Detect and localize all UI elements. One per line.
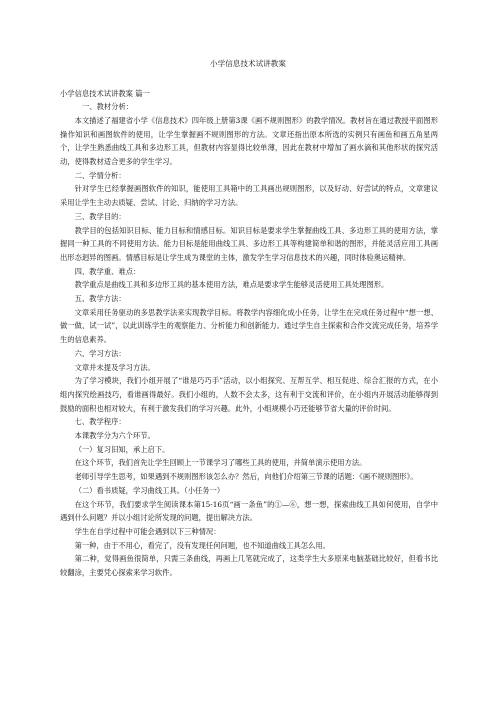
- document-body: [60, 87, 438, 580]
- paragraph-heading: 七、教学程序：: [74, 417, 126, 427]
- paragraph: 在这个环节，我们首先让学生回顾上一节课学习了哪些工具的使用，并简单演示使用方法。: [74, 458, 367, 468]
- paragraph-heading: 六、学习方法：: [74, 348, 126, 358]
- paragraph: 针对学生已经掌握画图软件的知识，能使用工具箱中的工具画出规则图形，以及好动、好尝试的特点，文章建议采用让学生主动去质疑、尝试、讨论、归纳的学习方法。: [60, 184, 438, 208]
- paragraph: （二）看书质疑，学习曲线工具。（小任务一）: [74, 485, 225, 495]
- paragraph-heading: 二、学情分析：: [74, 170, 126, 180]
- paragraph: 第一种，由于不用心，看完了，没有发现任何问题，也不知道曲线工具怎么用。: [74, 540, 330, 550]
- paragraph: 第二种，觉得画鱼很简单，只需三条曲线，再画上几笔就完成了，这类学生大多原来电脑基础比较好，但看书比较翻涂，主要凭心探索来学习软件。: [60, 554, 438, 578]
- paragraph: （一）复习旧知，承上启下。: [74, 444, 170, 454]
- paragraph-heading: 三、教学目的：: [74, 211, 126, 221]
- paragraph: 学生在自学过程中可能会遇到以下三种情况：: [74, 527, 221, 536]
- paragraph: 教学目的包括知识目标、能力目标和情感目标。知识目标是要求学生掌握曲线工具、多边形工具的使用方法，掌握同一种工具的不同使用方法。能力目标是能用曲线工具、多边形工具等构建简单和谐的图形，并能灵活应用工具画出形态迥异的图画。情感目标是让学生成为课堂的主体，激发学生学习信息技术的兴趣，同时体验奥运精神。: [60, 225, 438, 262]
- paragraph: 为了学习模块，我们小组开展了“谁是巧巧手”活动，以小组探究、互帮互学、相互促进、综合汇报的方式，在小组内探究绘画技巧，看谁画得最好。我们小组的，人数不会太多，这有利于交流和评价，在小组内开展活动能够得到鼓励的面积也相对较大，有利于激发我们的学习兴趣。此外，小组规模小巧还能够节省大量的评价时间。: [60, 376, 438, 413]
- paragraph: 在这个环节，我们要求学生阅读课本第15-16页“画一条鱼”的①—⑥，想一想，探索曲线工具如何使用，自学中遇到什么问题？并以小组讨论所发现的问题，提出解决方法。: [60, 499, 438, 523]
- paragraph: 本课教学分为六个环节。: [74, 431, 155, 441]
- paragraph: 教学重点是曲线工具和多边形工具的基本使用方法，难点是要求学生能够灵活使用工具处理图形。: [74, 280, 389, 290]
- document-title: 小学信息技术试讲教案: [210, 59, 286, 68]
- paragraph-heading: 一、教材分析：: [82, 102, 134, 112]
- paragraph-heading: 四、教学重、难点：: [74, 266, 141, 276]
- paragraph: 老师引导学生思考，如果遇到不规则图形该怎么办？然后，向他们介绍第三节课的话题：《画不规则图形》。: [74, 472, 418, 482]
- paragraph: 文章采用任务驱动的多思教学法来实现教学目标。将教学内容细化成小任务，让学生在完成任务过程中“想一想、做一做、试一试”，以此训练学生的观察能力、分析能力和创新能力。通过学生自主探索和合作交流完成任务，培养学生的信息素养。: [60, 307, 438, 345]
- paragraph-heading: 五、教学方法：: [74, 294, 126, 304]
- paragraph: 本文描述了福建省小学《信息技术》四年级上册第3课《画不规则图形》的教学情况。教材旨在通过教授平面图形操作知识和画图软件的使用，让学生掌握画不规则图形的方法。文章还指出原本所选的实例只有画鱼和画五角星两个，让学生熟悉曲线工具和多边形工具，但教材内容显得比较单薄，因此在教材中增加了画水滴和其他形状的探究活动，使得教材适合更多的学生学习。: [60, 115, 438, 167]
- paragraph: 文章并未提及学习方法。: [74, 362, 155, 372]
- section-heading: 小学信息技术试讲教案 篇一: [60, 88, 150, 98]
